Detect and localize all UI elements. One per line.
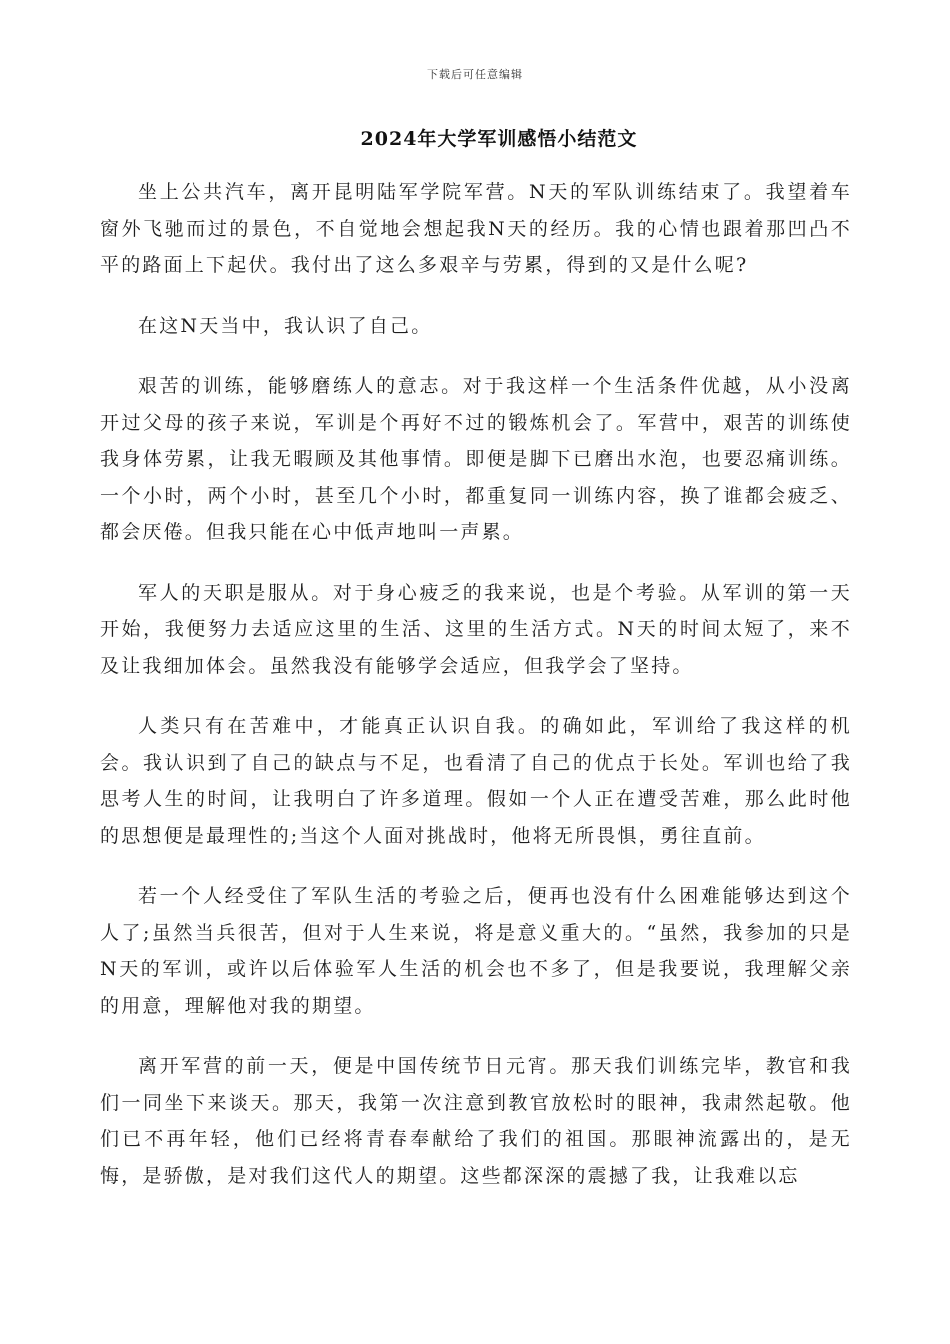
paragraph-2: 在这N天当中，我认识了自己。 (138, 314, 433, 337)
paragraph-6: 若一个人经受住了军队生活的考验之后，便再也没有什么困难能够达到这个人了;虽然当兵很苦，但对于人生来说，将是意义重大的。“虽然，我参加的只是N天的军训，或许以后体验军人生活的机会也不多了，但是我要说，我理解父亲的用意，理解他对我的期望。 (100, 885, 852, 1017)
paragraph-7: 离开军营的前一天，便是中国传统节日元宵。那天我们训练完毕，教官和我们一同坐下来谈天。那天，我第一次注意到教官放松时的眼神，我肃然起敬。他们已不再年轻，他们已经将青春奉献给了我们的祖国。那眼神流露出的，是无悔，是骄傲，是对我们这代人的期望。这些都深深的震撼了我，让我难以忘 (100, 1055, 852, 1187)
paragraph-3: 艰苦的训练，能够磨练人的意志。对于我这样一个生活条件优越，从小没离开过父母的孩子来说，军训是个再好不过的锻炼机会了。军营中，艰苦的训练使我身体劳累，让我无暇顾及其他事情。即便是脚下已磨出水泡，也要忍痛训练。一个小时，两个小时，甚至几个小时，都重复同一训练内容，换了谁都会疲乏、都会厌倦。但我只能在心中低声地叫一声累。 (100, 375, 852, 543)
document-body (100, 174, 852, 1194)
header-note: 下载后可任意编辑 (427, 68, 523, 81)
paragraph-5: 人类只有在苦难中，才能真正认识自我。的确如此，军训给了我这样的机会。我认识到了自己的缺点与不足，也看清了自己的优点于长处。军训也给了我思考人生的时间，让我明白了许多道理。假如一个人正在遭受苦难，那么此时他的思想便是最理性的;当这个人面对挑战时，他将无所畏惧，勇往直前。 (100, 715, 852, 847)
paragraph-4: 军人的天职是服从。对于身心疲乏的我来说，也是个考验。从军训的第一天开始，我便努力去适应这里的生活、这里的生活方式。N天的时间太短了，来不及让我细加体会。虽然我没有能够学会适应，但我学会了坚持。 (100, 581, 852, 677)
page-title: 2024年大学军训感悟小结范文 (360, 128, 638, 150)
paragraph-1: 坐上公共汽车，离开昆明陆军学院军营。N天的军队训练结束了。我望着车窗外飞驰而过的景色，不自觉地会想起我N天的经历。我的心情也跟着那凹凸不平的路面上下起伏。我付出了这么多艰辛与劳累，得到的又是什么呢? (100, 181, 852, 276)
